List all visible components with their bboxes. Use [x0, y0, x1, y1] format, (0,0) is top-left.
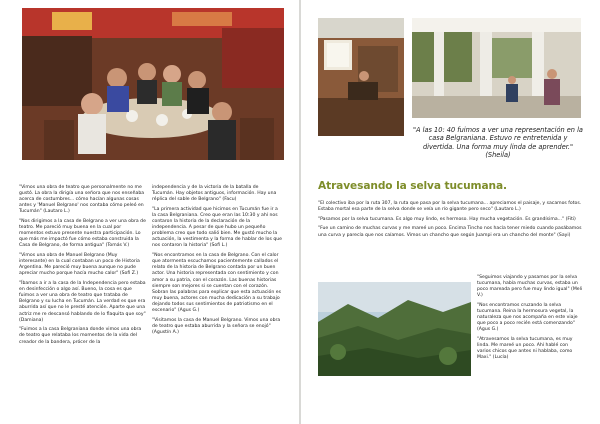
left-text-column-2	[152, 185, 282, 340]
testimony: "Fuimos a la casa Belgraniana donde vimos una obra de teatro que relataba los momentos de la vida del creador de la bandera, prócer de la	[19, 327, 142, 345]
left-page	[0, 0, 299, 424]
testimony: "Nos encontramos cruzando la selva tucumana. Reina la hermosura vegetal, la naturaleza que nos acompaña en este viaje que poco a poco recién está comenzando" (Agus G.)	[477, 302, 578, 333]
testimony: "Atravesamos la selva tucumana, es muy linda. Me mareé un poco. Ahí hablé con varios chicos que antes ni hablaba, como Maxi." (Lucía)	[477, 337, 573, 361]
sheila-quote: "A las 10: 40 fuimos a ver una representación en la casa Belgraniana. Estuvo re entretenida y divertida. Una forma muy linda de aprender." (Sheila)	[413, 126, 583, 160]
section-title: Atravesando la selva tucumana.	[318, 180, 507, 192]
testimony: "Nos encontramos en la casa de Belgrano. Con el calor que atormenta escuchamos pacientemente callados el relato de la historia de Belgrano contada por un buen actor. Una historia representada con sentimiento y con amor a su patria, con el corazón. Las buenas historias siempre son mejores si se cuentan con el corazón. Sobran las palabras para explicar que esta actuación es muy buena, actores con mucha dedicación a su trabajo dejando todos sus sentimientos de patriotismo en el escenario" (Agus G.)	[152, 253, 281, 313]
testimony: "Fue un camino de muchas curvas y me mareé un poco. Encima Tincho nos hacía tener miedo cuando pasábamos una curva y parecía que nos caíamos. Vimos un chancho que según Juampi era un chancho del monte" (Sayi)	[318, 226, 582, 238]
testimony: "Seguimos viajando y pasamos por la selva tucumana, había muchas curvas, estaba un poco mareada pero fue muy lindo igual" (Meli V.)	[477, 275, 583, 299]
testimony: "Vimos una obra de teatro que personalmente no me gustó. La obra la dirigía una señora que nos enseñaba acerca de costumbres... cómo hacían algunas cosas antes y 'Manuel Belgrano' nos contaba cómo peleó en Tucumán" (Lautaro L.)	[19, 185, 145, 215]
left-text-column-1	[19, 185, 146, 349]
testimony: "La primera actividad que hicimos en Tucumán fue ir a la casa Belgraniana. Creo que eran las 10:30 y ahí nos contaron la historia de la declaración de la independencia. A pesar de que hubo un pequeño problema creo que todo salió bien. Me gustó mucho la actuación, la vestimenta y la forma de hablar de los que nos contaron la historia" (Sofi L.)	[152, 206, 282, 249]
testimony: "El colectivo iba por la ruta 307, la ruta que pasa por la selva tucumana... apreciamos el paisaje, y sacamos fotos. Estaba mortal esa parte de la selva donde se veía un río gigante pero seco" (Lautaro L.)	[318, 201, 582, 213]
testimony: "Visitamos la casa de Manuel Belgrano. Vimos una obra de teatro que estaba aburrida y la señora se enojó" (Agustín A.)	[152, 317, 281, 335]
side-text-column	[477, 275, 583, 365]
right-page	[301, 0, 600, 424]
testimony: "Nos dirigimos a la casa de Belgrano a ver una obra de teatro. Me pareció muy buena en la cual por momentos estuvo presente nuestra participación. Lo que más me impactó fue cómo estaba construida la Casa de Belgrano, de forma antigua" (Tomás V.)	[19, 219, 146, 249]
house-interior-photo	[318, 18, 404, 136]
patio-photo	[412, 18, 581, 118]
testimony: "Vimos una obra de Manuel Belgrano (Muy interesante) en la cual contaban un poco de Historia Argentina. Me pareció muy buena aunque no pude apreciar mucho porque hacía mucho calor" (Sofi Z.)	[19, 253, 140, 277]
testimony: "Íbamos a ir a la casa de la Independencia pero estaba en desinfección o algo así. Bueno, la cosa es que fuimos a ver una obra de teatro que trataba de Belgrano y su lucha en Tucumán. La verdad es que era aburrida así que no le presté atención. Aparte que una actriz me re descansó hablando de lo flaquita que soy" (Damiana)	[19, 281, 146, 323]
testimony: independencia y de la victoria de la batalla de Tucumán. Hay objetos antiguos, información. Hay una réplica del sable de Belgrano" (Facu)	[152, 185, 277, 203]
testimony: "Pasamos por la selva tucumana. Es algo muy lindo, es hermoso. Hay mucha vegetación. Es grandísima..." (Fiti)	[318, 216, 576, 222]
jungle-photo	[318, 282, 471, 376]
restaurant-photo	[22, 8, 284, 160]
wide-text-column	[318, 201, 584, 242]
